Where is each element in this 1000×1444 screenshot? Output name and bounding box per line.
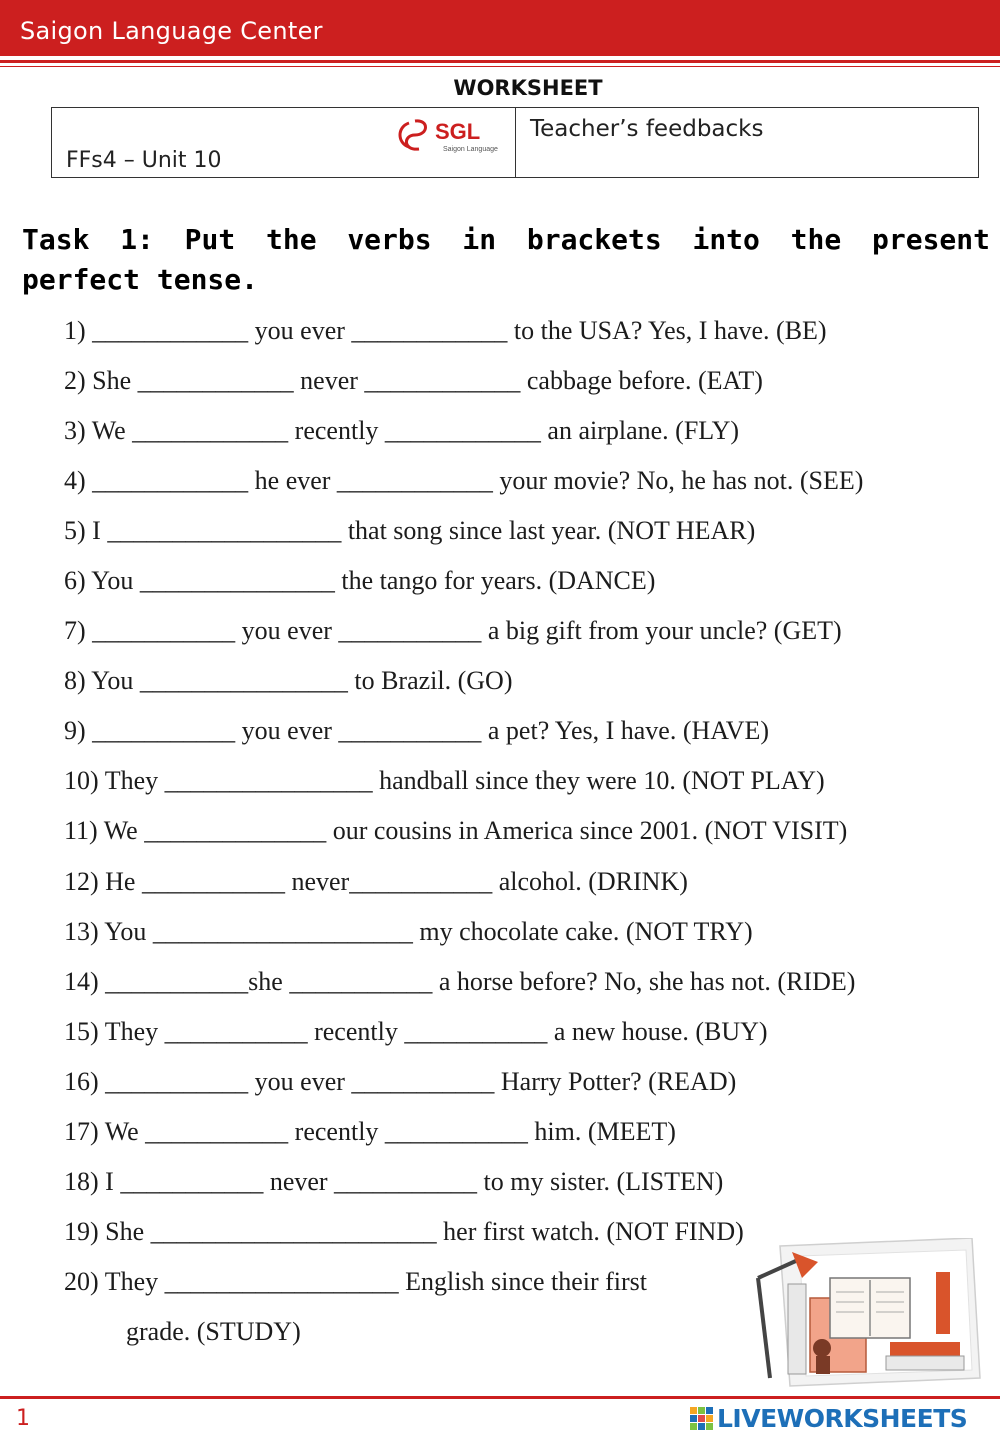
task-heading: Task 1: Put the verbs in brackets into the present perfect tense. [22,223,990,296]
unit-label: FFs4 – Unit 10 [66,148,222,173]
exercise-item-6: 6) You _______________ the tango for years. (DANCE) [64,566,656,595]
exercise-item-2: 2) She ____________ never ____________ cabbage before. (EAT) [64,366,763,395]
unit-cell [52,108,516,177]
header-divider-thin [0,66,1000,67]
worksheet-title: WORKSHEET [453,76,603,100]
page-number: 1 [16,1406,30,1431]
desk-lamp-books-illustration-icon [740,1238,985,1388]
exercise-item-8: 8) You ________________ to Brazil. (GO) [64,666,513,695]
exercise-item-11: 11) We ______________ our cousins in America since 2001. (NOT VISIT) [64,816,848,845]
exercise-item-3: 3) We ____________ recently ____________ an airplane. (FLY) [64,416,740,445]
exercise-item-10: 10) They ________________ handball since they were 10. (NOT PLAY) [64,766,825,795]
logo-brand: SGL [435,119,481,144]
liveworksheets-grid-icon [690,1407,714,1431]
liveworksheets-brand[interactable] [690,1404,967,1433]
sgl-logo-icon [395,115,511,155]
exercise-item-5: 5) I __________________ that song since last year. (NOT HEAR) [64,516,756,545]
exercise-item-12: 12) He ___________ never___________ alcohol. (DRINK) [64,867,688,896]
exercise-item-15: 15) They ___________ recently ___________ a new house. (BUY) [64,1017,768,1046]
header-title: Saigon Language Center [20,17,323,45]
brand-text: LIVEWORKSHEETS [717,1404,968,1433]
info-table [51,107,979,178]
logo-tagline: Saigon Language [443,146,498,153]
exercise-item-18: 18) I ___________ never ___________ to my sister. (LISTEN) [64,1167,724,1196]
feedback-cell [516,108,978,177]
exercise-item-20-continued: grade. (STUDY) [126,1317,301,1346]
exercise-item-9: 9) ___________ you ever ___________ a pet? Yes, I have. (HAVE) [64,716,770,745]
header-bar [0,0,1000,56]
exercise-item-19: 19) She ______________________ her first watch. (NOT FIND) [64,1217,744,1246]
exercise-item-20: 20) They __________________ English since their first [64,1267,648,1296]
exercise-item-13: 13) You ____________________ my chocolate cake. (NOT TRY) [64,917,753,946]
footer-divider [0,1396,1000,1399]
exercise-item-16: 16) ___________ you ever ___________ Harry Potter? (READ) [64,1067,737,1096]
exercise-item-17: 17) We ___________ recently ___________ him. (MEET) [64,1117,676,1146]
exercise-item-1: 1) ____________ you ever ____________ to the USA? Yes, I have. (BE) [64,316,827,345]
feedback-label: Teacher’s feedbacks [530,116,764,142]
exercise-item-14: 14) ___________she ___________ a horse before? No, she has not. (RIDE) [64,967,856,996]
exercise-item-4: 4) ____________ he ever ____________ your movie? No, he has not. (SEE) [64,466,864,495]
exercise-item-7: 7) ___________ you ever ___________ a big gift from your uncle? (GET) [64,616,842,645]
header-divider [0,60,1000,63]
